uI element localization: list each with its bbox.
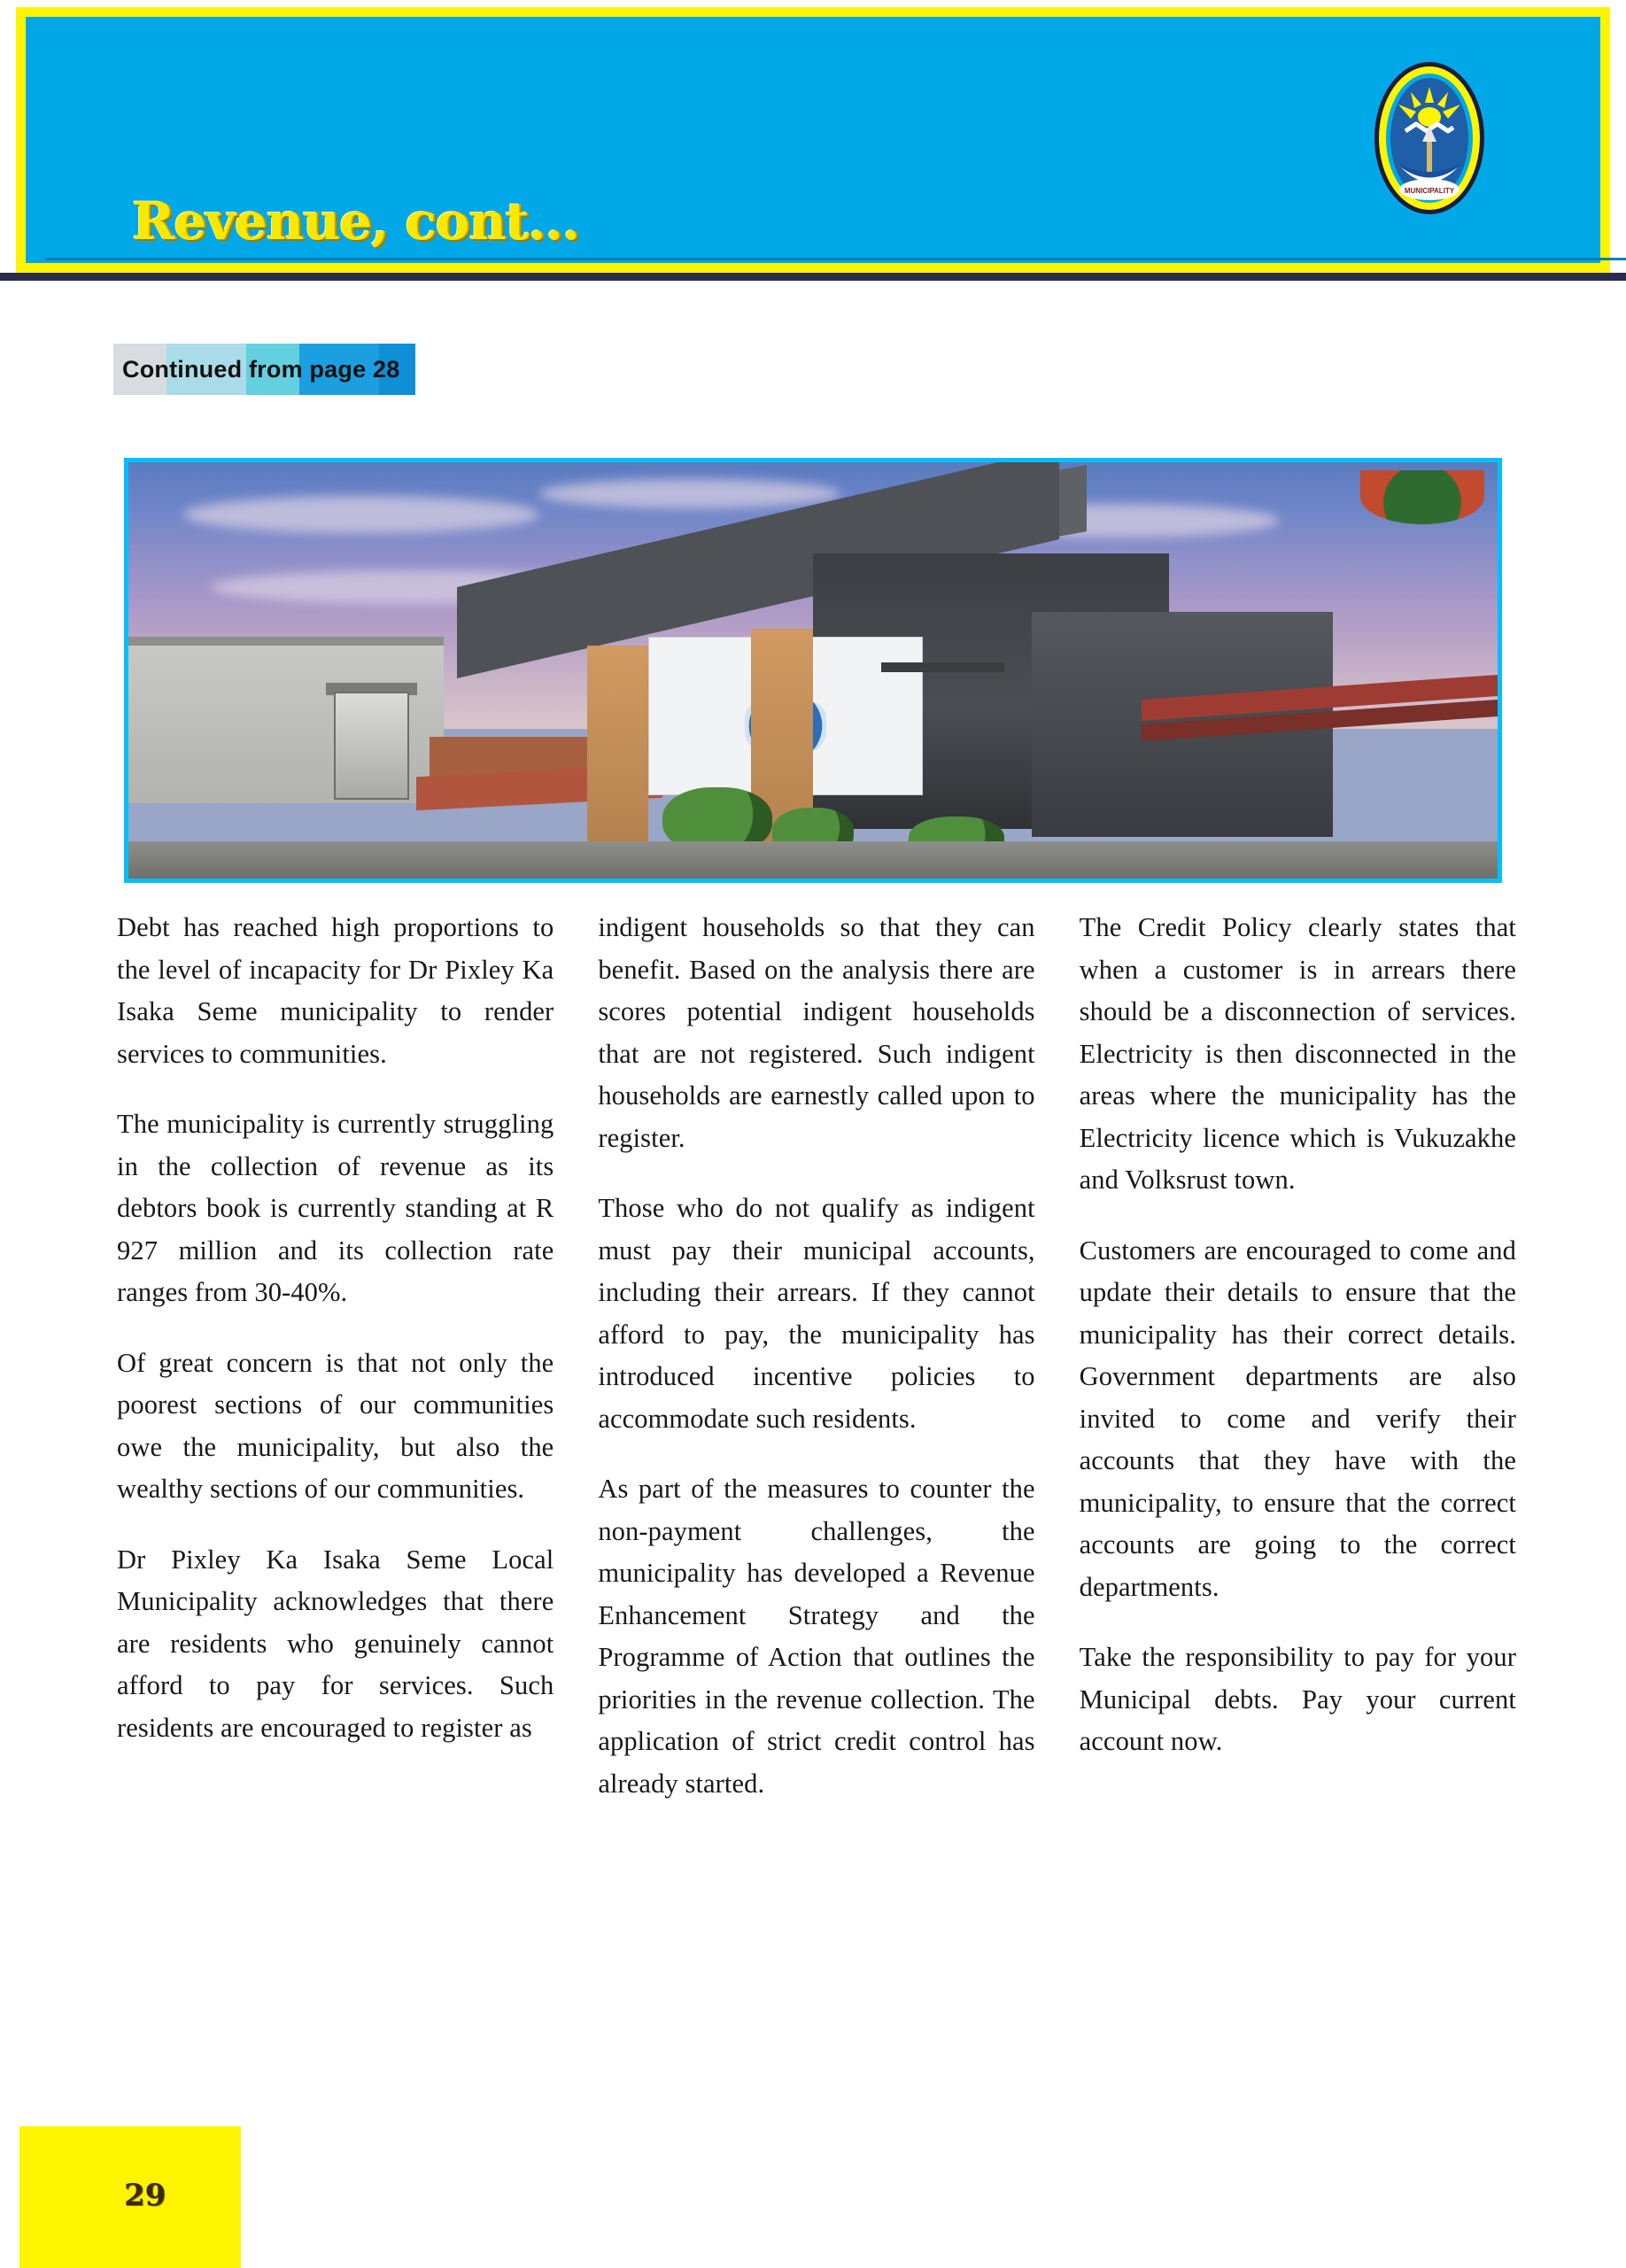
paragraph: Debt has reached high proportions to the level of incapacity for Dr Pixley Ka Isaka Seme municipality to render services to communities. (117, 912, 554, 1069)
article-body (117, 907, 1516, 1805)
header-inner-rule (45, 258, 1626, 260)
paragraph: Take the responsibility to pay for your Municipal debts. Pay your current account now. (1079, 1642, 1516, 1756)
photo-illustration (128, 462, 1498, 879)
paragraph: Those who do not qualify as indigent must pay their municipal accounts, including their arrears. If they cannot afford to pay, the municipality has introduced incentive policies to accommodate such residents. (598, 1193, 1035, 1434)
utility-tower (334, 692, 409, 800)
paragraph: The municipality is currently struggling in the collection of revenue as its debtors book is currently standing at R 927 million and its collection rate ranges from 30-40%. (117, 1109, 554, 1307)
text-column-3 (1080, 907, 1516, 1805)
paragraph: As part of the measures to counter the non-payment challenges, the municipality has developed a Revenue Enhancement Strategy and the Programme of Action that outlines the priorities in the revenue collection. The application of strict credit control has already started. (598, 1474, 1035, 1799)
signboard-bar (881, 662, 1004, 672)
article-photo (124, 458, 1502, 883)
cloud-shape (539, 479, 840, 508)
paragraph: The Credit Policy clearly states that when a customer is in arrears there should be a disconnection of services. Electricity is then disconnected in the areas where the municipality has the Electricity licence which is Vukuzakhe and Volksrust town. (1079, 912, 1516, 1195)
paragraph: Of great concern is that not only the poorest sections of our communities owe the municipality, but also the wealthy sections of our communities. (117, 1347, 554, 1504)
header-bottom-rule (0, 273, 1626, 281)
paragraph: Customers are encouraged to come and update their details to ensure that the municipality has their correct details. Government departments are also invited to come and verify their accounts that they have with the municipality, to ensure that the correct accounts are going to the correct departments. (1079, 1235, 1516, 1602)
page-number: 29 (124, 2178, 166, 2213)
paragraph: Dr Pixley Ka Isaka Seme Local Municipality acknowledges that there are residents who genuinely cannot afford to pay for services. Such residents are encouraged to register as (117, 1544, 554, 1743)
cloud-shape (183, 496, 539, 533)
text-column-2 (598, 907, 1034, 1805)
continued-from-note (113, 344, 415, 395)
page-title: Revenue, cont... (132, 191, 579, 252)
text-column-1 (117, 907, 554, 1805)
paragraph: indigent households so that they can benefit. Based on the analysis there are scores potential indigent households that are not registered. Such indigent households are earnestly called upon to register. (598, 912, 1035, 1153)
continued-from-label: Continued from page 28 (122, 355, 400, 383)
tree-foliage (1360, 470, 1483, 524)
svg-text:MUNICIPALITY: MUNICIPALITY (1404, 187, 1455, 195)
municipality-crest-logo (1352, 57, 1507, 221)
page-header-banner (16, 7, 1610, 273)
ground-pavement (128, 841, 1498, 879)
